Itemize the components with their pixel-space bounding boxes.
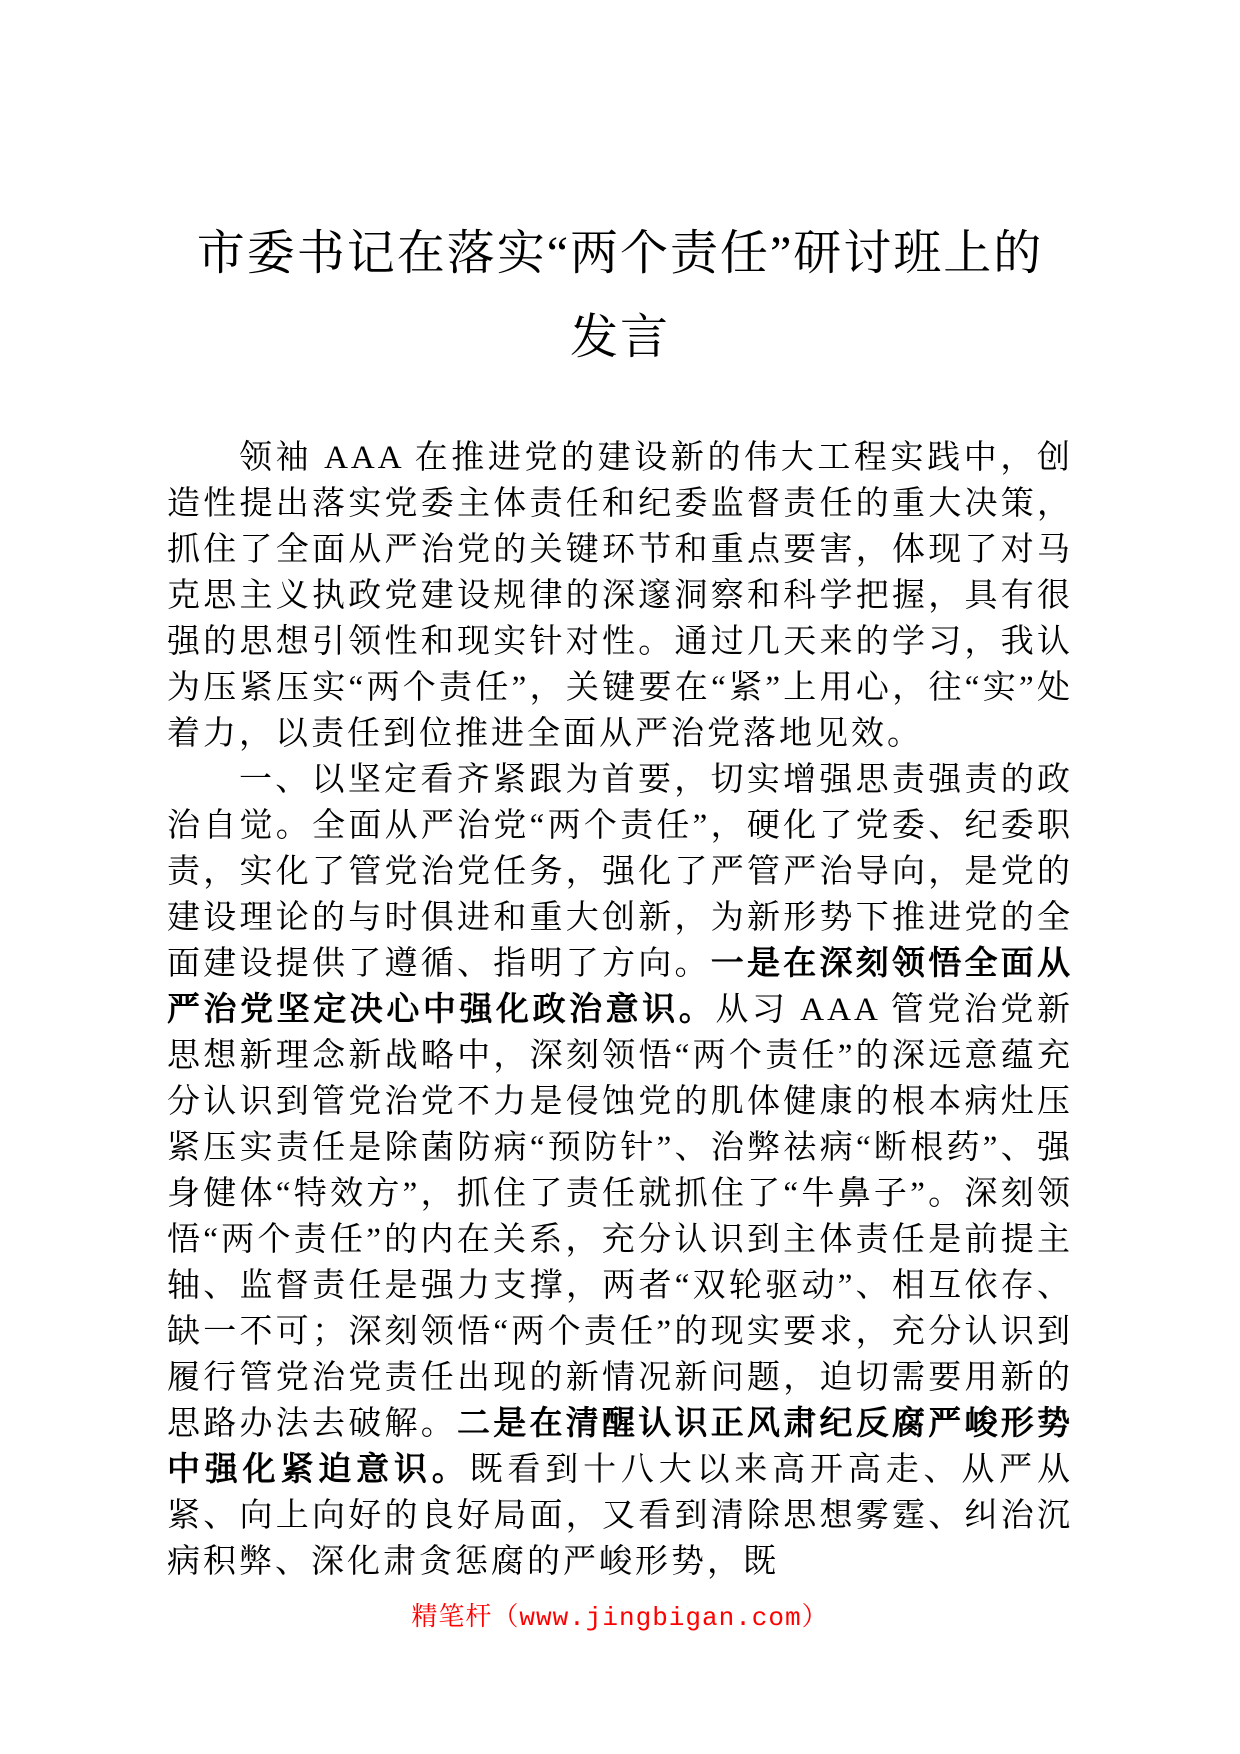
title-line-1: 市委书记在落实“两个责任”研讨班上的 <box>196 227 1044 280</box>
paragraph <box>167 435 1073 757</box>
document-body <box>167 435 1073 1585</box>
title-line-2: 发言 <box>569 311 670 364</box>
bold-run: 二是在清醒认识正风肃纪反腐严峻形势中强化紧迫意识。 <box>167 1406 1073 1488</box>
bold-run: 一是在深刻领悟全面从严治党坚定决心中强化政治意识。 <box>167 946 1073 1028</box>
document-title <box>167 212 1073 380</box>
text-run: 从习 AAA 管党治党新思想新理念新战略中，深刻领悟“两个责任”的深远意蕴充分认识到管党治党不力是侵蚀党的肌体健康的根本病灶压紧压实责任是除菌防病“预防针”、治弊祛病“断根药”、强身健体“特效方”，抓住了责任就抓住了“牛鼻子”。深刻领悟“两个责任”的内在关系，充分认识到主体责任是前提主轴、监督责任是强力支撑，两者“双轮驱动”、相互依存、缺一不可；深刻领悟“两个责任”的现实要求，充分认识到履行管党治党责任出现的新情况新问题，迫切需要用新的思路办法去破解。 <box>167 992 1073 1442</box>
text-run: 一、以坚定看齐紧跟为首要，切实增强思责强责的政治自觉。全面从严治党“两个责任”，硬化了党委、纪委职责，实化了管党治党任务，强化了严管严治导向，是党的建设理论的与时俱进和重大创新，为新形势下推进党的全面建设提供了遵循、指明了方向。 <box>167 762 1073 982</box>
text-run: 领袖 AAA 在推进党的建设新的伟大工程实践中，创造性提出落实党委主体责任和纪委监督责任的重大决策，抓住了全面从严治党的关键环节和重点要害，体现了对马克思主义执政党建设规律的深邃洞察和科学把握，具有很强的思想引领性和现实针对性。通过几天来的学习，我认为压紧压实“两个责任”，关键要在“紧”上用心，往“实”处着力，以责任到位推进全面从严治党落地见效。 <box>167 440 1073 752</box>
text-run: 既看到十八大以来高开高走、从严从紧、向上向好的良好局面，又看到清除思想雾霆、纠治沉病积弊、深化肃贪惩腐的严峻形势，既 <box>167 1452 1074 1580</box>
paragraph <box>167 757 1073 1585</box>
site-watermark: 精笔杆（www.jingbigan.com） <box>411 1603 829 1633</box>
